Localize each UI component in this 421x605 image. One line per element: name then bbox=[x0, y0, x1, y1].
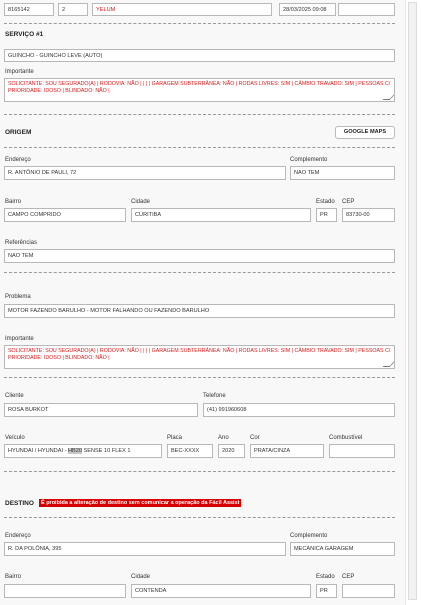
divider bbox=[4, 517, 395, 518]
datetime-field[interactable]: 28/03/2025 09:08 bbox=[279, 3, 336, 16]
destination-title: DESTINO bbox=[5, 500, 34, 507]
vehicle-field[interactable] bbox=[4, 444, 162, 458]
service-title: SERVIÇO #1 bbox=[5, 31, 44, 38]
origin-address-field[interactable]: R. ANTÔNIO DE PAULI, 72 bbox=[4, 166, 286, 180]
service-important-text: SOLICITANTE: SOU SEGURADO(A) | RODOVIA: NÃO | | | | GARAGEM SUBTERRÂNEA: NÃO | RODAS LIVRES: SIM | CÂMBIO TRAVADO: SIM | PESSOAS C/ PRIORIDADE: IDOSO | BLINDADO: NÃO | bbox=[8, 81, 391, 94]
destination-address-field[interactable]: R. DA POLÔNIA, 395 bbox=[4, 542, 286, 556]
destination-cep-label: CEP bbox=[342, 574, 355, 580]
service-important-textarea[interactable] bbox=[4, 78, 395, 102]
origin-district-label: Bairro bbox=[5, 199, 22, 205]
origin-references-label: Referências bbox=[5, 240, 38, 246]
origin-references-field[interactable]: NAO TEM bbox=[4, 249, 395, 263]
origin-state-field[interactable]: PR bbox=[316, 208, 337, 222]
plate-label: Placa bbox=[167, 435, 183, 441]
destination-state-field[interactable]: PR bbox=[316, 584, 337, 598]
origin-city-field[interactable]: CURITIBA bbox=[131, 208, 311, 222]
divider bbox=[4, 272, 395, 273]
vehicle-make: HYUNDAI / HYUNDAI - bbox=[8, 448, 68, 454]
plate-field[interactable]: BEC-XXXX bbox=[167, 444, 213, 458]
problem-important-label: Importante bbox=[5, 336, 34, 342]
origin-district-field[interactable]: CAMPO COMPRIDO bbox=[4, 208, 126, 222]
protocol-field[interactable]: 8165142 bbox=[4, 3, 54, 16]
destination-cep-field[interactable] bbox=[342, 584, 395, 598]
year-field[interactable]: 2020 bbox=[218, 444, 245, 458]
problem-label: Problema bbox=[5, 294, 31, 300]
problem-important-textarea[interactable] bbox=[4, 345, 395, 369]
divider bbox=[4, 114, 395, 115]
divider bbox=[4, 377, 395, 378]
origin-city-label: Cidade bbox=[131, 199, 151, 205]
client-field[interactable]: ROSA BURKOT bbox=[4, 403, 198, 417]
destination-city-field[interactable]: CONTENDA bbox=[131, 584, 311, 598]
insurer-field[interactable]: YELUM bbox=[92, 3, 272, 16]
origin-title: ORIGEM bbox=[5, 129, 32, 136]
important-label: Importante bbox=[5, 69, 34, 75]
destination-city-label: Cidade bbox=[131, 574, 151, 580]
origin-complement-field[interactable]: NAO TEM bbox=[290, 166, 395, 180]
phone-field[interactable]: (41) 991960608 bbox=[203, 403, 395, 417]
divider bbox=[4, 471, 395, 472]
vehicle-model-highlight: HB20 bbox=[67, 448, 82, 454]
vehicle-version: SENSE 10 FLEX 1 bbox=[81, 448, 131, 454]
divider bbox=[4, 147, 395, 148]
service-type-field[interactable]: GUINCHO - GUINCHO LEVE (AUTO) bbox=[4, 49, 395, 62]
fuel-label: Combustível bbox=[329, 435, 363, 441]
resize-handle-icon[interactable] bbox=[383, 360, 396, 367]
resize-handle-icon[interactable] bbox=[383, 93, 396, 100]
scrollbar-thumb[interactable] bbox=[408, 2, 417, 600]
destination-address-label: Endereço bbox=[5, 533, 31, 539]
origin-address-label: Endereço bbox=[5, 157, 31, 163]
color-field[interactable]: PRATA/CINZA bbox=[250, 444, 324, 458]
origin-cep-field[interactable]: 83730-00 bbox=[342, 208, 395, 222]
color-label: Cor bbox=[250, 435, 260, 441]
destination-complement-label: Complemento bbox=[290, 533, 328, 539]
destination-district-label: Bairro bbox=[5, 574, 22, 580]
google-maps-button[interactable]: GOOGLE MAPS bbox=[335, 126, 395, 139]
destination-state-label: Estado bbox=[316, 574, 335, 580]
destination-district-field[interactable] bbox=[4, 584, 126, 598]
year-label: Ano bbox=[218, 435, 229, 441]
origin-cep-label: CEP bbox=[342, 199, 355, 205]
problem-field[interactable]: MOTOR FAZENDO BARULHO - MOTOR FALHANDO OU FAZENDO BARULHO bbox=[4, 304, 395, 318]
origin-complement-label: Complemento bbox=[290, 157, 328, 163]
phone-label: Telefone bbox=[203, 393, 226, 399]
fuel-field[interactable] bbox=[329, 444, 395, 458]
client-label: Cliente bbox=[5, 393, 24, 399]
divider bbox=[4, 23, 395, 24]
destination-warning-badge: É proibida a alteração de destino sem comunicar a operação da Fácil Assist bbox=[41, 500, 240, 506]
origin-state-label: Estado bbox=[316, 199, 335, 205]
service-count-field[interactable]: 2 bbox=[58, 3, 88, 16]
problem-important-text: SOLICITANTE: SOU SEGURADO(A) | RODOVIA: NÃO | | | | GARAGEM SUBTERRÂNEA: NÃO | RODAS LIVRES: SIM | CÂMBIO TRAVADO: SIM | PESSOAS C/ PRIORIDADE: IDOSO | BLINDADO: NÃO | bbox=[8, 348, 391, 361]
vehicle-label: Veículo bbox=[5, 435, 25, 441]
destination-complement-field[interactable]: MECANICA GARAGEM bbox=[290, 542, 395, 556]
extra-field[interactable] bbox=[338, 3, 395, 16]
